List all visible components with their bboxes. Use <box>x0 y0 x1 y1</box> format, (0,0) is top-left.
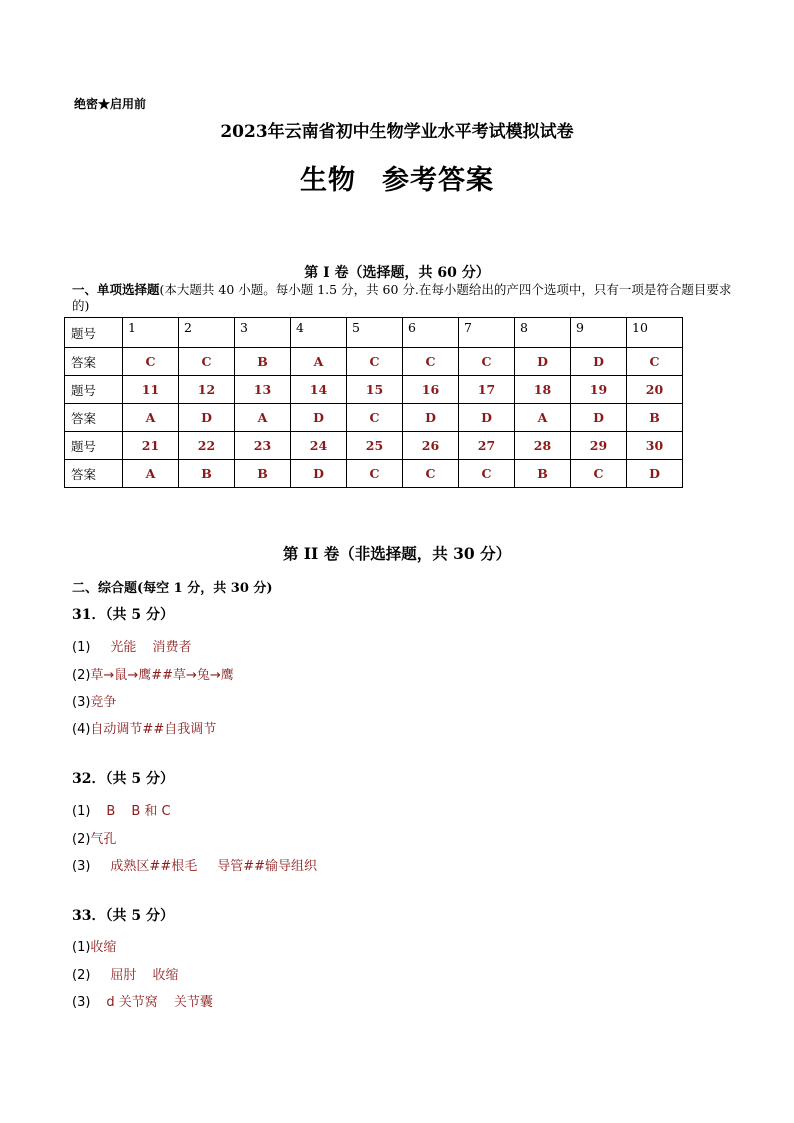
answer-cell: C <box>627 348 683 376</box>
number-cell: 20 <box>627 376 683 404</box>
q31-item-2 <box>72 664 234 683</box>
answer-text: B <box>106 804 116 819</box>
item-number: (2) <box>72 968 91 983</box>
q32-item-1 <box>72 800 171 819</box>
table-cell: 3 <box>235 318 291 348</box>
q33-item-2 <box>72 964 178 983</box>
q32-item-3 <box>72 855 317 874</box>
item-number: (3) <box>72 859 91 874</box>
answer-text: 消费者 <box>152 640 192 655</box>
table-cell: 2 <box>179 318 235 348</box>
answer-cell: C <box>347 404 403 432</box>
section2-title: 二、综合题(每空 1 分，共 30 分) <box>72 581 273 596</box>
answer-cell: D <box>571 404 627 432</box>
table-cell: 4 <box>291 318 347 348</box>
number-cell: 12 <box>179 376 235 404</box>
answer-text: d 关节窝 <box>106 995 158 1010</box>
answer-text: 自动调节##自我调节 <box>90 722 217 737</box>
answer-cell: C <box>459 460 515 488</box>
answer-text: 气孔 <box>90 832 117 847</box>
answer-cell: C <box>459 348 515 376</box>
page-title <box>0 158 794 197</box>
q31-item-1 <box>72 636 191 655</box>
q31-item-4 <box>72 718 216 737</box>
question-33-title: 33．（共 5 分） <box>72 908 174 924</box>
row-label-answer: 答案 <box>65 404 123 432</box>
row-label-number: 题号 <box>65 432 123 460</box>
answer-table <box>64 317 683 488</box>
table-cell: 10 <box>627 318 683 348</box>
answer-cell: C <box>403 348 459 376</box>
answer-text: 光能 <box>110 640 137 655</box>
number-cell: 27 <box>459 432 515 460</box>
answer-cell: B <box>179 460 235 488</box>
answer-cell: B <box>627 404 683 432</box>
row-label-number: 题号 <box>65 318 123 348</box>
number-cell: 26 <box>403 432 459 460</box>
row-label-answer: 答案 <box>65 460 123 488</box>
answer-cell: A <box>123 460 179 488</box>
answer-text: 草→鼠→鹰##草→兔→鹰 <box>90 668 234 683</box>
answer-text: 成熟区##根毛 <box>110 859 198 874</box>
item-number: (4) <box>72 722 91 737</box>
item-number: (3) <box>72 995 91 1010</box>
q32-item-2 <box>72 828 116 847</box>
table-cell: 7 <box>459 318 515 348</box>
table-cell: 9 <box>571 318 627 348</box>
table-cell: 1 <box>123 318 179 348</box>
answer-text: B 和 C <box>131 804 171 819</box>
answer-text: 竞争 <box>90 695 117 710</box>
answer-cell: D <box>403 404 459 432</box>
number-cell: 22 <box>179 432 235 460</box>
answer-cell: A <box>291 348 347 376</box>
item-number: (2) <box>72 832 91 847</box>
row-label-answer: 答案 <box>65 348 123 376</box>
number-cell: 21 <box>123 432 179 460</box>
answer-cell: C <box>179 348 235 376</box>
doc-type-label: 参考答案 <box>382 165 494 196</box>
table-row-answers-3 <box>65 460 683 488</box>
subject-label: 生物 <box>300 165 356 196</box>
table-row-numbers-1 <box>65 318 683 348</box>
answer-cell: D <box>515 348 571 376</box>
table-row-answers-1 <box>65 348 683 376</box>
part1-heading: 第 I 卷（选择题，共 60 分） <box>304 265 490 281</box>
answer-cell: C <box>571 460 627 488</box>
number-cell: 24 <box>291 432 347 460</box>
number-cell: 11 <box>123 376 179 404</box>
section1-title: 一、单项选择题 <box>72 282 160 297</box>
answer-text: 导管##输导组织 <box>217 859 318 874</box>
table-cell: 8 <box>515 318 571 348</box>
table-row-numbers-3 <box>65 432 683 460</box>
row-label-number: 题号 <box>65 376 123 404</box>
number-cell: 19 <box>571 376 627 404</box>
answer-text: 屈肘 <box>110 968 137 983</box>
item-number: (3) <box>72 695 91 710</box>
q33-item-1 <box>72 936 116 955</box>
answer-cell: B <box>235 348 291 376</box>
confidential-label: 绝密★启用前 <box>74 97 147 111</box>
exam-title: 2023年云南省初中生物学业水平考试模拟试卷 <box>220 122 574 142</box>
section1-desc: (本大题共 40 小题。每小题 1.5 分，共 60 分.在每小题给出的产四个选项中，只有一项是符合题目要求的) <box>72 282 732 313</box>
table-cell: 5 <box>347 318 403 348</box>
answer-cell: A <box>235 404 291 432</box>
item-number: (2) <box>72 668 91 683</box>
answer-cell: D <box>571 348 627 376</box>
table-cell: 6 <box>403 318 459 348</box>
table-row-numbers-2 <box>65 376 683 404</box>
number-cell: 28 <box>515 432 571 460</box>
answer-cell: D <box>627 460 683 488</box>
number-cell: 14 <box>291 376 347 404</box>
number-cell: 13 <box>235 376 291 404</box>
item-number: (1) <box>72 804 91 819</box>
q31-item-3 <box>72 691 116 710</box>
answer-cell: B <box>235 460 291 488</box>
question-31-title: 31．（共 5 分） <box>72 607 174 623</box>
part1-section-intro <box>72 282 732 314</box>
answer-cell: B <box>515 460 571 488</box>
number-cell: 18 <box>515 376 571 404</box>
answer-cell: C <box>347 460 403 488</box>
answer-cell: D <box>459 404 515 432</box>
answer-cell: C <box>403 460 459 488</box>
answer-cell: C <box>123 348 179 376</box>
answer-cell: D <box>179 404 235 432</box>
number-cell: 29 <box>571 432 627 460</box>
item-number: (1) <box>72 640 91 655</box>
answer-text: 收缩 <box>90 940 117 955</box>
answer-text: 收缩 <box>152 968 179 983</box>
answer-cell: A <box>123 404 179 432</box>
number-cell: 30 <box>627 432 683 460</box>
q33-item-3 <box>72 991 213 1010</box>
answer-cell: D <box>291 404 347 432</box>
answer-cell: A <box>515 404 571 432</box>
number-cell: 23 <box>235 432 291 460</box>
answer-cell: C <box>347 348 403 376</box>
table-row-answers-2 <box>65 404 683 432</box>
number-cell: 25 <box>347 432 403 460</box>
answer-cell: D <box>291 460 347 488</box>
item-number: (1) <box>72 940 91 955</box>
number-cell: 16 <box>403 376 459 404</box>
question-32-title: 32．（共 5 分） <box>72 771 174 787</box>
number-cell: 15 <box>347 376 403 404</box>
answer-text: 关节囊 <box>173 995 213 1010</box>
number-cell: 17 <box>459 376 515 404</box>
part2-heading: 第 II 卷（非选择题，共 30 分） <box>282 544 512 563</box>
